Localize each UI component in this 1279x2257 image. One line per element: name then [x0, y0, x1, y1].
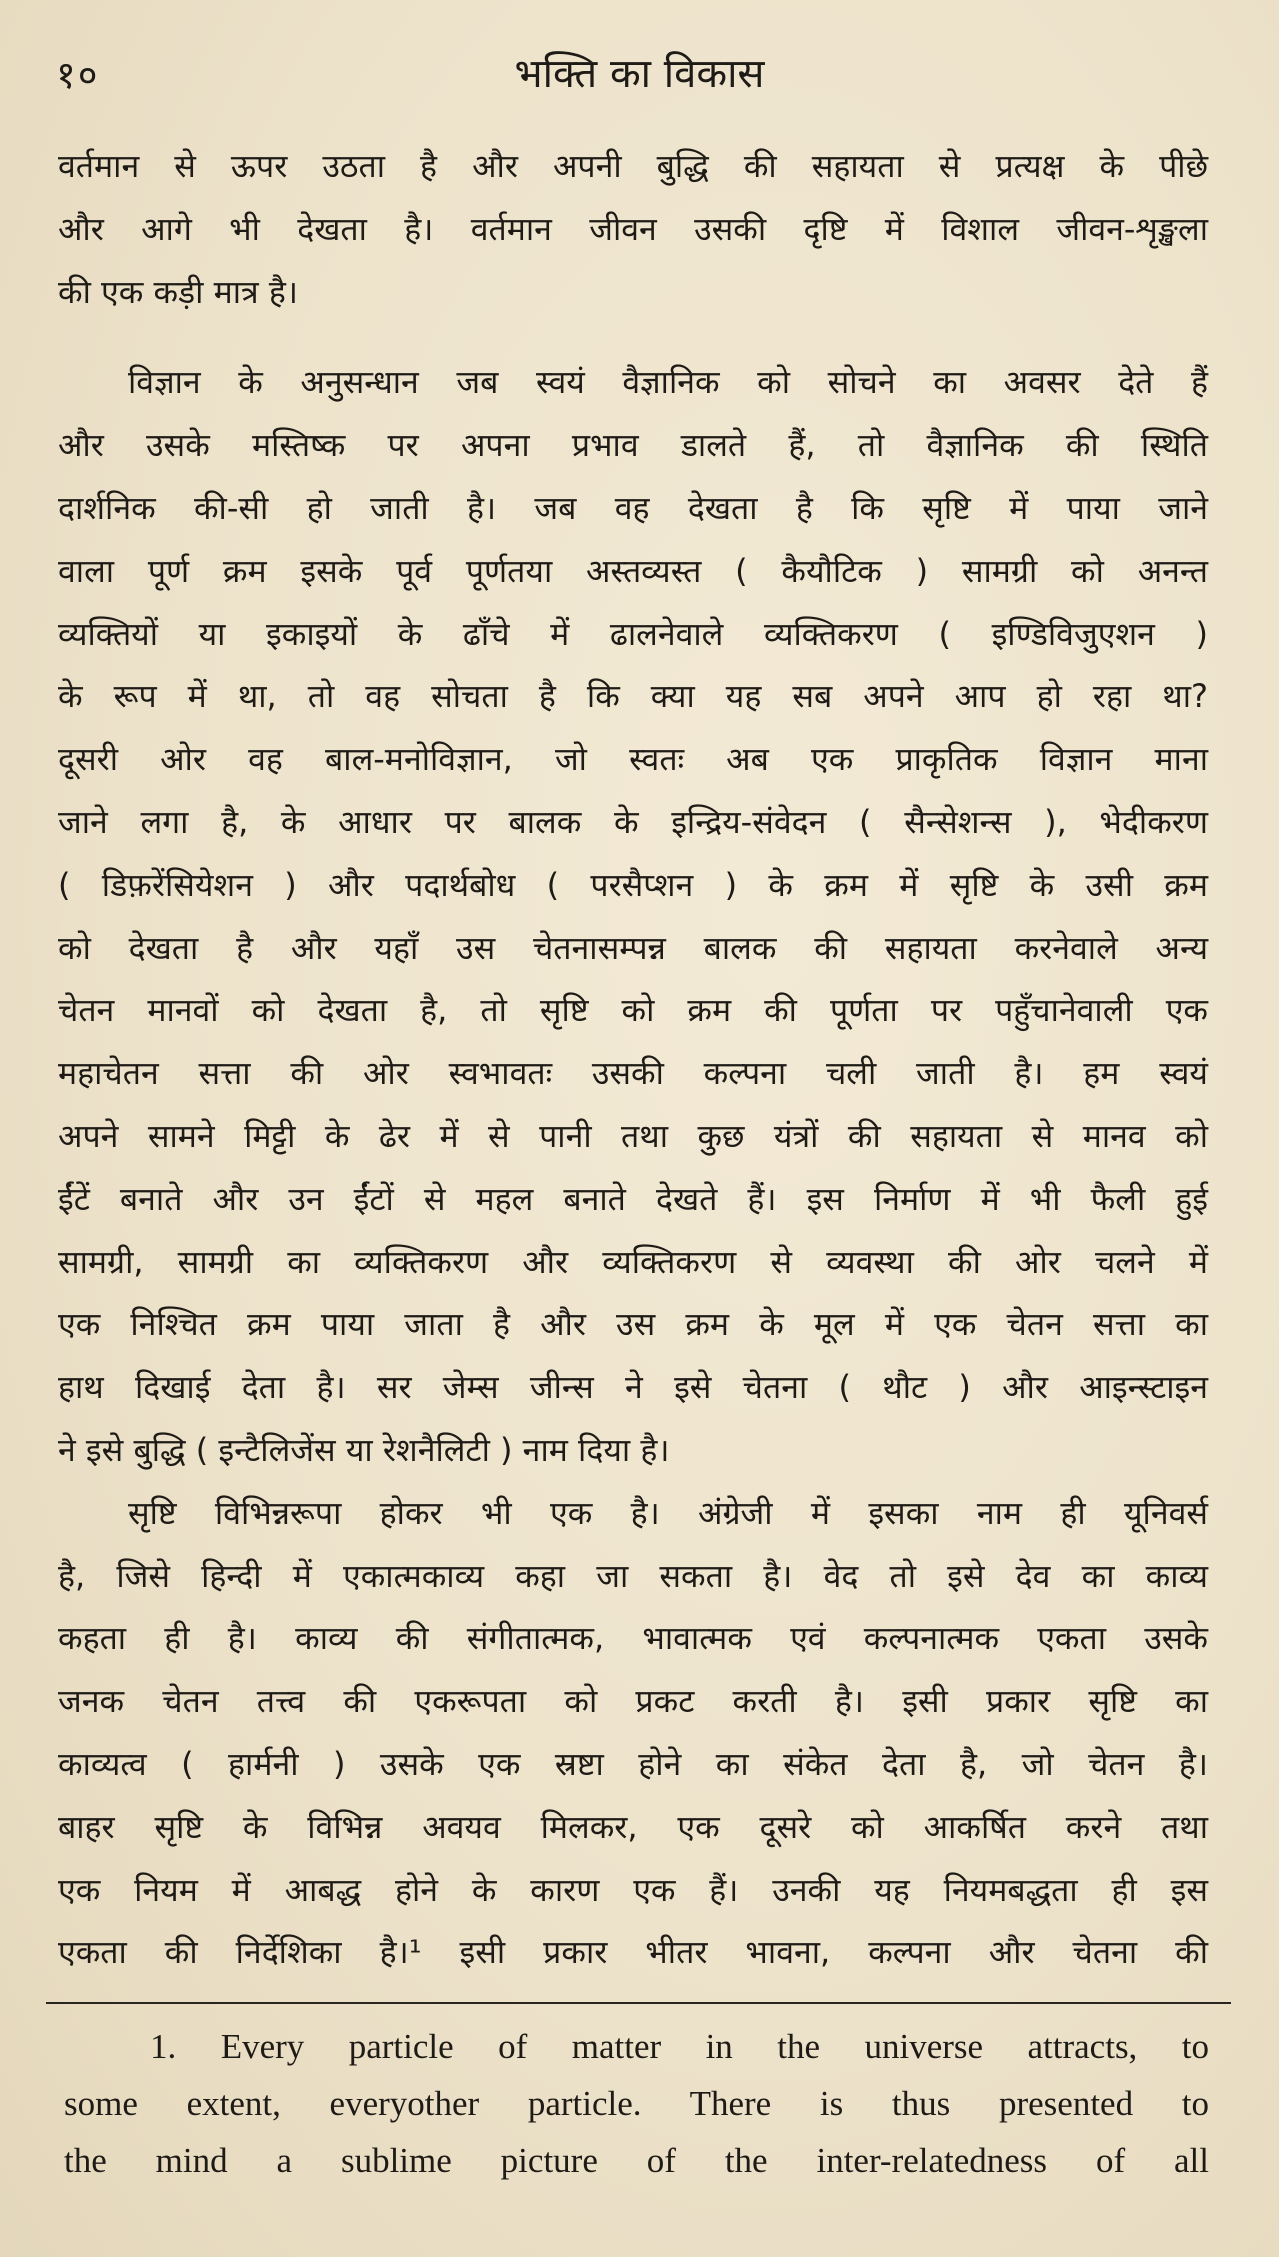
page-number: १० [56, 53, 100, 97]
footnote-line: some extent, everyother particle. There is thus presented to [64, 2084, 1209, 2123]
footnote-divider [46, 2002, 1231, 2004]
page-header [56, 40, 1223, 100]
text-line: एकता की निर्देशिका है।¹ इसी प्रकार भीतर भावना, कल्पना और चेतना की [58, 1933, 1208, 1972]
text-line: दार्शनिक की-सी हो जाती है। जब वह देखता है कि सृष्टि में पाया जाने [58, 488, 1208, 527]
text-line: कहता ही है। काव्य की संगीतात्मक, भावात्मक एवं कल्पनात्मक एकता उसके [58, 1619, 1208, 1658]
text-line: की एक कड़ी मात्र है। [58, 272, 299, 311]
text-line: है, जिसे हिन्दी में एकात्मकाव्य कहा जा सकता है। वेद तो इसे देव का काव्य [58, 1556, 1208, 1595]
text-line: चेतन मानवों को देखता है, तो सृष्टि को क्रम की पूर्णता पर पहुँचानेवाली एक [58, 991, 1208, 1030]
footnote-line: 1. Every particle of matter in the universe attracts, to [150, 2027, 1209, 2066]
text-line: दूसरी ओर वह बाल-मनोविज्ञान, जो स्वतः अब एक प्राकृतिक विज्ञान माना [58, 740, 1208, 779]
text-line: और उसके मस्तिष्क पर अपना प्रभाव डालते हैं, तो वैज्ञानिक की स्थिति [58, 426, 1208, 465]
text-line: वर्तमान से ऊपर उठता है और अपनी बुद्धि की सहायता से प्रत्यक्ष के पीछे [58, 147, 1208, 185]
text-line: बाहर सृष्टि के विभिन्न अवयव मिलकर, एक दूसरे को आकर्षित करने तथा [58, 1807, 1208, 1846]
text-line: ने इसे बुद्धि ( इन्टैलिजेंस या रेशनैलिटी ) नाम दिया है। [58, 1430, 670, 1469]
text-line: काव्यत्व ( हार्मनी ) उसके एक स्रष्टा होने का संकेत देता है, जो चेतन है। [58, 1744, 1208, 1783]
footnote [64, 2018, 1209, 2189]
running-title: भक्ति का विकास [514, 51, 765, 97]
text-line: अपने सामने मिट्टी के ढेर में से पानी तथा कुछ यंत्रों की सहायता से मानव को [58, 1116, 1208, 1155]
text-line: महाचेतन सत्ता की ओर स्वभावतः उसकी कल्पना चली जाती है। हम स्वयं [58, 1054, 1208, 1093]
text-line: जनक चेतन तत्त्व की एकरूपता को प्रकट करती है। इसी प्रकार सृष्टि का [58, 1682, 1208, 1721]
text-line: व्यक्तियों या इकाइयों के ढाँचे में ढालनेवाले व्यक्तिकरण ( इण्डिविजुएशन ) [58, 614, 1208, 653]
text-line: ईंटें बनाते और उन ईंटों से महल बनाते देखते हैं। इस निर्माण में भी फैली हुई [58, 1179, 1208, 1218]
text-line: वाला पूर्ण क्रम इसके पूर्व पूर्णतया अस्तव्यस्त ( कैयौटिक ) सामग्री को अनन्त [58, 551, 1208, 590]
text-line: एक निश्चित क्रम पाया जाता है और उस क्रम के मूल में एक चेतन सत्ता का [58, 1305, 1208, 1344]
text-line: को देखता है और यहाँ उस चेतनासम्पन्न बालक की सहायता करनेवाले अन्य [58, 928, 1208, 967]
text-line: सामग्री, सामग्री का व्यक्तिकरण और व्यक्तिकरण से व्यवस्था की ओर चलने में [58, 1242, 1208, 1281]
text-line: विज्ञान के अनुसन्धान जब स्वयं वैज्ञानिक को सोचने का अवसर देते हैं [128, 363, 1208, 402]
text-line: सृष्टि विभिन्नरूपा होकर भी एक है। अंग्रेजी में इसका नाम ही यूनिवर्स [128, 1493, 1208, 1532]
footnote-line: the mind a sublime picture of the inter-relatedness of all [64, 2141, 1209, 2180]
text-line: जाने लगा है, के आधार पर बालक के इन्द्रिय-संवेदन ( सैन्सेशन्स ), भेदीकरण [58, 802, 1208, 841]
text-line: हाथ दिखाई देता है। सर जेम्स जीन्स ने इसे चेतना ( थौट ) और आइन्स्टाइन [58, 1368, 1208, 1407]
text-line: के रूप में था, तो वह सोचता है कि क्या यह सब अपने आप हो रहा था? [58, 677, 1208, 716]
text-line: और आगे भी देखता है। वर्तमान जीवन उसकी दृष्टि में विशाल जीवन-शृङ्खला [58, 209, 1208, 248]
main-text [58, 135, 1208, 1984]
text-line: एक नियम में आबद्ध होने के कारण एक हैं। उनकी यह नियमबद्धता ही इस [58, 1870, 1208, 1909]
text-line: ( डिफ़रेंसियेशन ) और पदार्थबोध ( परसैप्शन ) के क्रम में सृष्टि के उसी क्रम [58, 865, 1208, 904]
